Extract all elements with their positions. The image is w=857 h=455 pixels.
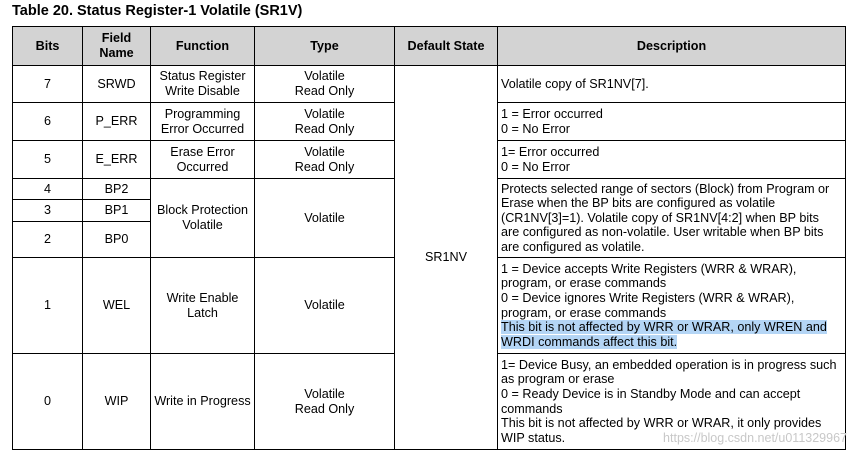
description-line: are configured as volatile.	[501, 239, 645, 254]
cell-bit: 2	[13, 222, 83, 258]
cell-field-name: E_ERR	[83, 141, 151, 179]
type-line: Read Only	[294, 84, 355, 98]
cell-bit: 4	[13, 179, 83, 200]
cell-field-name: BP2	[83, 179, 151, 200]
function-line: Occurred	[176, 159, 229, 174]
description-line: 1= Device Busy, an embedded operation is in progress such	[501, 357, 837, 372]
cell-bit: 6	[13, 103, 83, 141]
highlighted-text[interactable]: This bit is not affected by WRR or WRAR, only WREN and	[501, 320, 827, 335]
cell-description	[498, 66, 846, 103]
description-line: (CR1NV[3]=1). Volatile copy of SR1NV[4:2] when BP bits	[501, 210, 819, 225]
watermark: https://blog.csdn.net/u011329967	[663, 431, 847, 445]
description-line: program, or erase commands	[501, 276, 667, 291]
cell-type	[255, 258, 395, 354]
cell-bit: 5	[13, 141, 83, 179]
function-line: Write Disable	[165, 84, 240, 98]
header-description: Description	[498, 27, 846, 66]
cell-field-name: WEL	[83, 258, 151, 354]
type-line: Read Only	[294, 159, 355, 174]
status-register-table	[12, 26, 846, 450]
cell-bit: 0	[13, 354, 83, 450]
cell-bit: 3	[13, 200, 83, 222]
cell-function	[151, 258, 255, 354]
header-type: Type	[255, 27, 395, 66]
type-line: Volatile	[304, 386, 345, 401]
description-line: as program or erase	[501, 372, 615, 387]
description-line: 1 = Error occurred	[501, 106, 603, 121]
cell-description	[498, 103, 846, 141]
description-line: WIP status.	[501, 430, 566, 445]
cell-function	[151, 141, 255, 179]
cell-type	[255, 354, 395, 450]
cell-field-name: P_ERR	[83, 103, 151, 141]
cell-description	[498, 141, 846, 179]
header-field-name-line-2: Name	[99, 46, 134, 60]
description-line: 1 = Device accepts Write Registers (WRR & WRAR),	[501, 261, 797, 276]
function-line: Block Protection	[157, 203, 248, 218]
table-title: Table 20. Status Register-1 Volatile (SR1V)	[12, 3, 303, 19]
header-default-state: Default State	[395, 27, 498, 66]
description-line: are configured as non-volatile. User writable when BP bits	[501, 225, 824, 240]
function-line: Status Register	[159, 69, 246, 84]
cell-function	[151, 103, 255, 141]
cell-description	[498, 354, 846, 450]
cell-function	[151, 66, 255, 103]
function-line: Error Occurred	[160, 121, 245, 136]
function-line: Volatile	[182, 218, 223, 232]
description-line: program, or erase commands	[501, 305, 667, 320]
type-line: Read Only	[294, 121, 355, 136]
cell-type: Volatile	[255, 179, 395, 258]
type-line: Volatile	[304, 298, 345, 313]
cell-function	[151, 179, 255, 258]
cell-type	[255, 141, 395, 179]
function-line: Latch	[187, 305, 218, 320]
type-line: Volatile	[304, 69, 345, 84]
function-line: Write in Progress	[154, 394, 251, 409]
cell-type	[255, 66, 395, 103]
type-line: Volatile	[304, 106, 345, 121]
function-line: Write Enable	[166, 290, 239, 305]
description-line: 0 = No Error	[501, 121, 570, 136]
description-line: Volatile copy of SR1NV[7].	[501, 76, 649, 91]
cell-type	[255, 103, 395, 141]
description-line: Erase when the BP bits are configured as volatile	[501, 196, 776, 211]
function-line: Programming	[164, 106, 241, 121]
cell-function	[151, 354, 255, 450]
type-line: Volatile	[304, 144, 345, 159]
description-line: Protects selected range of sectors (Block) from Program or	[501, 181, 830, 196]
header-field-name	[83, 27, 151, 66]
description-line: 0 = No Error	[501, 159, 570, 174]
table-row	[13, 66, 846, 103]
cell-description	[498, 258, 846, 354]
description-line: 0 = Ready Device is in Standby Mode and can accept	[501, 386, 801, 401]
cell-field-name: SRWD	[83, 66, 151, 103]
header-field-name-line-1: Field	[101, 31, 132, 46]
cell-bit: 1	[13, 258, 83, 354]
cell-field-name: WIP	[83, 354, 151, 450]
highlighted-text[interactable]: WRDI commands affect this bit.	[501, 334, 678, 349]
header-function: Function	[151, 27, 255, 66]
function-line: Erase Error	[170, 144, 235, 159]
cell-bit: 7	[13, 66, 83, 103]
type-line: Read Only	[294, 401, 355, 416]
cell-default-state: SR1NV	[395, 66, 498, 450]
cell-field-name: BP0	[83, 222, 151, 258]
header-bits: Bits	[13, 27, 83, 66]
cell-field-name: BP1	[83, 200, 151, 222]
description-line: 1= Error occurred	[501, 144, 600, 159]
description-line: 0 = Device ignores Write Registers (WRR & WRAR),	[501, 290, 795, 305]
description-line: This bit is not affected by WRR or WRAR, it only provides	[501, 416, 822, 431]
header-row	[13, 27, 846, 66]
description-line: commands	[501, 401, 563, 416]
cell-description	[498, 179, 846, 258]
